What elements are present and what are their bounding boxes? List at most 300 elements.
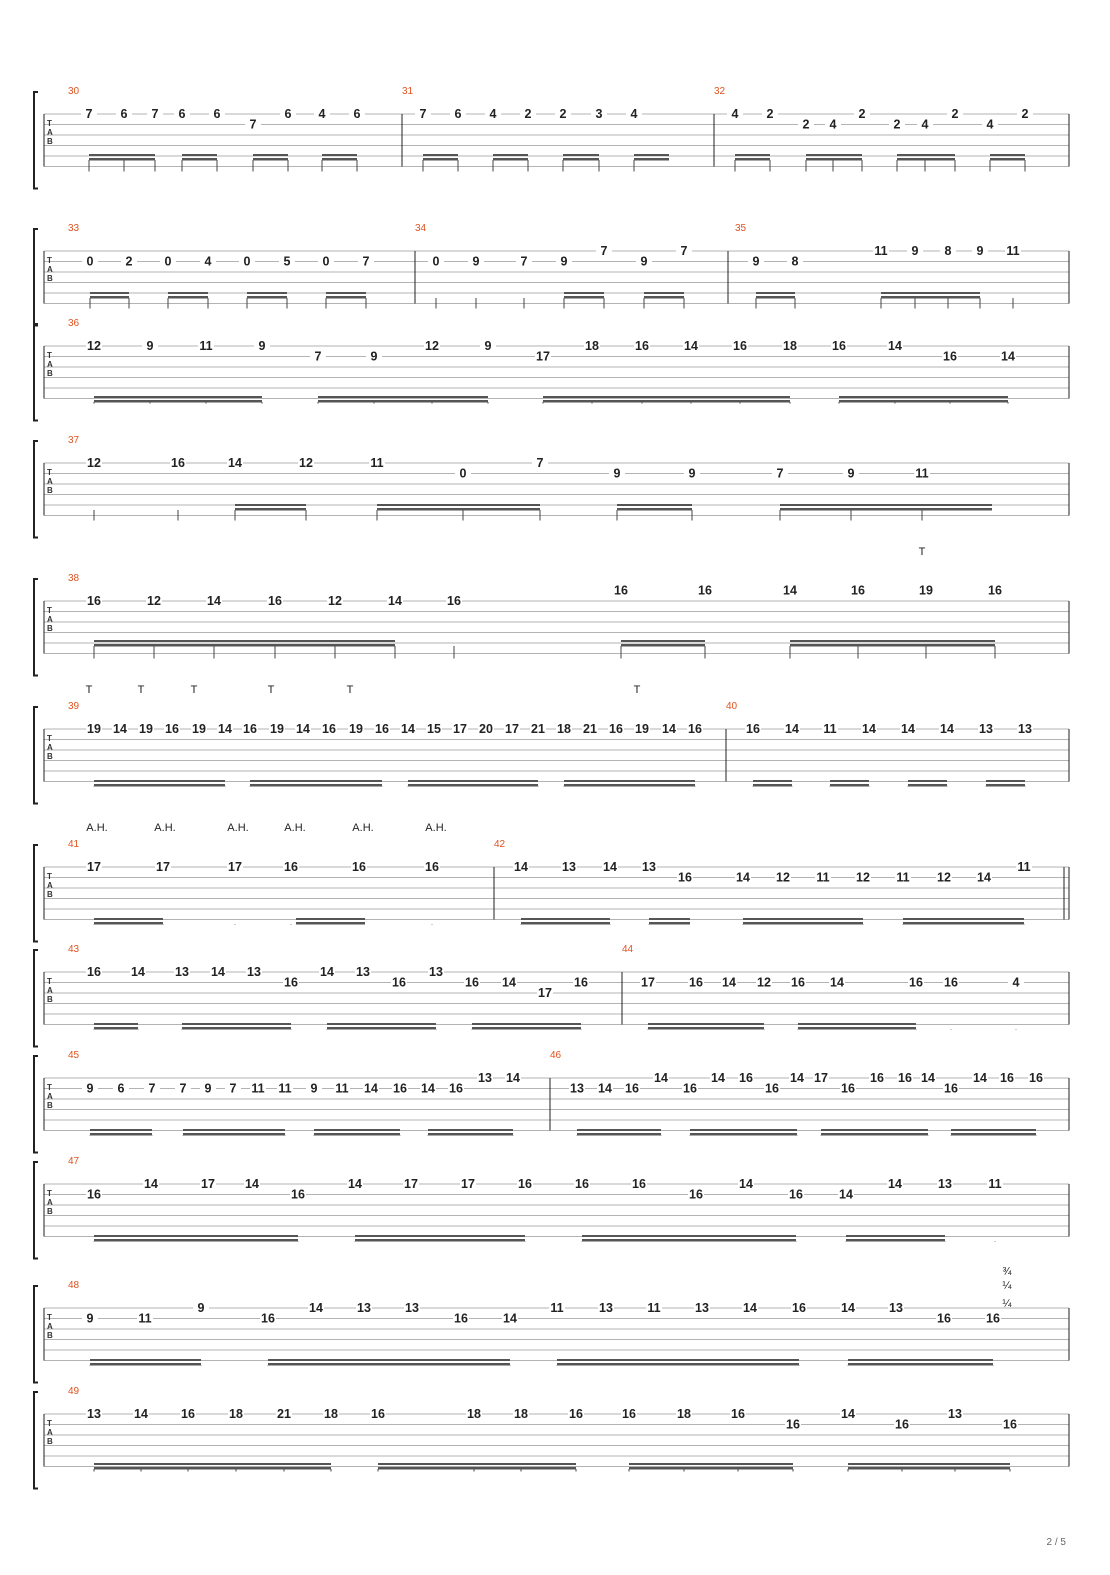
note-beam [848,1463,1010,1465]
fret-number: 7 [179,1081,187,1096]
fret-number: 19 [919,583,933,598]
note-beam [990,154,1025,156]
fret-number: 16 [87,1187,101,1202]
fret-number: 6 [178,107,186,121]
fret-number: 16 [683,1081,697,1096]
fret-number: 4 [921,117,929,132]
fret-number: 13 [1018,722,1032,736]
measure-number: 45 [68,1050,80,1061]
fret-number: 13 [599,1301,613,1315]
note-beam [881,292,980,294]
fret-number: 16 [165,722,179,736]
note-beam [90,1363,201,1366]
fret-number: 19 [139,722,153,736]
measure-number: 39 [68,701,80,712]
fret-number: 9 [370,349,378,364]
fret-number: 14 [722,975,736,990]
fret-number: 16 [689,975,703,990]
fret-number: 16 [944,1081,958,1096]
fret-number: 11 [138,1311,152,1326]
fret-number: 16 [465,975,479,990]
tab-clef-letter: B [47,137,53,146]
fret-number: 16 [243,722,257,736]
measure-number: 43 [68,944,80,955]
fret-number: 14 [401,722,415,736]
measure-number: 47 [68,1156,80,1167]
note-beam [897,154,955,156]
note-beam [182,158,217,161]
note-beam [798,1027,916,1030]
fret-number: 16 [937,1311,951,1326]
fret-number: 17 [453,722,467,736]
fret-number: 2 [1021,107,1029,121]
fret-number: 16 [625,1081,639,1096]
fret-number: 16 [268,594,282,608]
fret-number: 17 [538,986,552,1000]
system-bracket [34,707,38,804]
note-beam [649,918,690,920]
fret-number: 21 [277,1407,291,1421]
note-beam [753,784,792,787]
fret-number: 4 [489,107,497,121]
fret-number: 14 [739,1177,753,1191]
fret-number: 7 [776,466,784,481]
tab-staff [34,223,1069,326]
note-beam [790,640,995,642]
note-beam [182,1023,291,1025]
tab-clef-letter: B [47,1101,53,1110]
note-beam [183,1133,285,1136]
note-beam [986,780,1025,782]
fret-number: 18 [467,1407,481,1421]
fret-number: 2 [524,107,532,121]
fret-number: 14 [502,975,516,990]
note-beam [94,1467,331,1470]
fret-number: 9 [310,1081,318,1096]
note-beam [355,1235,525,1237]
fret-number: 9 [976,244,984,258]
technique-annotation: ¼ [1002,1298,1012,1310]
note-beam [806,158,862,161]
fret-number: 14 [603,860,617,874]
tab-clef-letter: B [47,486,53,495]
fret-number: 14 [711,1071,725,1085]
note-beam [326,296,366,299]
technique-annotation: A.H. [425,822,447,834]
fret-number: 16 [622,1407,636,1421]
fret-number: 14 [785,722,799,736]
fret-number: 13 [478,1071,492,1085]
note-beam [89,158,155,161]
note-beam [428,1133,513,1136]
fret-number: 14 [388,594,402,608]
fret-number: 7 [314,349,322,364]
note-beam [250,784,382,787]
note-beam [756,292,795,294]
note-beam [690,1129,797,1131]
fret-number: 16 [733,339,747,353]
fret-number: 16 [731,1407,745,1421]
note-beam [168,296,208,299]
note-beam [247,296,287,299]
fret-number: 11 [199,339,213,353]
fret-number: 4 [318,107,326,121]
note-beam [253,158,288,161]
fret-number: 12 [937,870,951,885]
note-beam [790,644,995,647]
tab-clef-letter: B [47,995,53,1004]
tab-staff [34,684,1069,804]
fret-number: 17 [156,860,170,874]
fret-number: 14 [841,1407,855,1421]
fret-number: 13 [247,965,261,979]
measure-number: 42 [494,839,506,850]
fret-number: 14 [830,975,844,990]
note-beam [743,922,863,925]
system-bracket [34,1286,38,1383]
fret-number: 16 [181,1407,195,1421]
fret-number: 9 [484,339,492,353]
note-beam [756,296,795,299]
fret-number: 16 [851,583,865,598]
fret-number: 17 [641,975,655,990]
fret-number: 14 [506,1071,520,1085]
measure-number: 35 [735,223,747,234]
fret-number: 7 [362,254,370,269]
fret-number: 19 [349,722,363,736]
fret-number: 14 [144,1177,158,1191]
tab-clef-letter: B [47,1437,53,1446]
note-beam [94,1235,298,1237]
note-beam [903,918,1024,920]
note-beam [735,158,770,161]
measure-number: 49 [68,1386,80,1397]
measure-number: 40 [726,701,738,712]
tab-staff [34,1266,1069,1383]
fret-number: 7 [249,117,257,132]
fret-number: 0 [243,254,251,269]
fret-number: 14 [901,722,915,736]
fret-number: 16 [986,1311,1000,1326]
tab-clef-letter: T [47,1083,52,1092]
measure-number: 46 [550,1050,562,1061]
fret-number: 16 [746,722,760,736]
fret-number: 6 [120,107,128,121]
technique-annotation: A.H. [227,822,249,834]
note-beam [821,1133,928,1136]
fret-number: 17 [461,1177,475,1191]
system-bracket [34,950,38,1047]
note-beam [848,1359,993,1361]
note-beam [182,1027,291,1030]
fret-number: 16 [393,1081,407,1096]
measure-number: 33 [68,223,80,234]
note-beam [94,1239,298,1242]
fret-number: 17 [87,860,101,874]
note-beam [268,1363,510,1366]
fret-number: 9 [86,1311,94,1326]
fret-number: 6 [213,107,221,121]
fret-number: 14 [211,965,225,979]
fret-number: 8 [791,254,799,269]
tab-clef-letter: B [47,274,53,283]
fret-number: 14 [320,965,334,979]
fret-number: 14 [839,1187,853,1202]
technique-annotation: T [190,684,198,696]
fret-number: 11 [1017,860,1031,874]
fret-number: 16 [988,583,1002,598]
note-beam [314,1129,400,1131]
note-beam [94,918,163,920]
tab-clef-letter: A [47,1428,53,1437]
note-beam [780,504,992,506]
note-beam [521,922,610,925]
note-beam [250,780,382,782]
note-beam [743,918,863,920]
system-bracket [34,441,38,538]
note-beam [408,784,538,787]
fret-number: 9 [640,254,648,269]
fret-number: 16 [632,1177,646,1191]
fret-number: 16 [698,583,712,598]
system-bracket [34,229,38,326]
fret-number: 11 [278,1081,292,1096]
note-beam [690,1133,797,1136]
note-beam [577,1133,661,1136]
note-beam [94,780,225,782]
fret-number: 14 [841,1301,855,1315]
fret-number: 16 [569,1407,583,1421]
fret-number: 9 [560,254,568,269]
technique-annotation: T [137,684,145,696]
note-beam [846,1239,945,1242]
fret-number: 11 [251,1081,265,1096]
fret-number: 16 [765,1081,779,1096]
fret-number: 11 [1006,244,1020,258]
tab-clef-letter: T [47,734,52,743]
note-beam [378,1467,576,1470]
note-beam [318,396,488,398]
fret-number: 0 [164,254,172,269]
note-beam [314,1133,400,1136]
note-beam [798,1023,916,1025]
note-beam [821,1129,928,1131]
fret-number: 6 [284,107,292,121]
fret-number: 11 [874,244,888,258]
note-beam [423,154,458,156]
note-beam [322,154,357,156]
technique-annotation: T [85,684,93,696]
note-beam [94,1023,138,1025]
tab-clef-letter: T [47,1419,52,1428]
fret-number: 18 [324,1407,338,1421]
fret-number: 7 [680,244,688,258]
fret-number: 14 [364,1081,378,1096]
fret-number: 14 [743,1301,757,1315]
fret-number: 16 [789,1187,803,1202]
fret-number: 12 [87,339,101,353]
fret-number: 16 [171,456,185,470]
fret-number: 13 [642,860,656,874]
fret-number: 16 [1000,1071,1014,1085]
note-beam [253,154,288,156]
note-beam [903,922,1024,925]
fret-number: 11 [647,1301,661,1315]
fret-number: 2 [802,117,810,132]
fret-number: 13 [948,1407,962,1421]
fret-number: 4 [1012,975,1020,990]
tab-clef-letter: A [47,477,53,486]
fret-number: 14 [921,1071,935,1085]
fret-number: 16 [870,1071,884,1085]
fret-number: 9 [752,254,760,269]
fret-number: 16 [87,965,101,979]
measure-number: 36 [68,318,80,329]
tab-clef-letter: T [47,872,52,881]
fret-number: 13 [570,1081,584,1096]
fret-number: 21 [531,722,545,736]
note-beam [327,1027,436,1030]
fret-number: 9 [146,339,154,353]
note-beam [168,292,208,294]
fret-number: 16 [909,975,923,990]
fret-number: 2 [125,254,133,269]
tab-clef-letter: A [47,881,53,890]
note-beam [634,154,669,156]
note-beam [355,1239,525,1242]
note-beam [318,400,488,403]
fret-number: 9 [613,466,621,481]
fret-number: 14 [888,1177,902,1191]
note-beam [378,1463,576,1465]
note-beam [564,780,695,782]
fret-number: 17 [404,1177,418,1191]
tab-clef-letter: A [47,986,53,995]
measure-number: 48 [68,1280,80,1291]
note-beam [621,644,705,647]
tab-clef-letter: A [47,265,53,274]
measure-number: 44 [622,944,634,955]
fret-number: 7 [600,244,608,258]
fret-number: 14 [1001,349,1015,364]
fret-number: 15 [427,722,441,736]
tab-staff [34,944,1069,1047]
technique-annotation: A.H. [284,822,306,834]
note-beam [563,158,599,161]
fret-number: 16 [449,1081,463,1096]
fret-number: 16 [791,975,805,990]
fret-number: 4 [986,117,994,132]
note-beam [563,154,599,156]
note-beam [830,780,869,782]
fret-number: 14 [245,1177,259,1191]
fret-number: 14 [131,965,145,979]
tab-clef-letter: T [47,977,52,986]
fret-number: 16 [1003,1417,1017,1432]
fret-number: 18 [514,1407,528,1421]
fret-number: 14 [598,1081,612,1096]
fret-number: 14 [514,860,528,874]
fret-number: 13 [979,722,993,736]
note-beam [780,508,992,511]
fret-number: 6 [454,107,462,121]
note-beam [846,1235,945,1237]
note-beam [327,1023,436,1025]
note-beam [564,292,604,294]
tab-clef-letter: T [47,256,52,265]
note-beam [94,640,395,642]
fret-number: 12 [87,456,101,470]
fret-number: 14 [977,870,991,885]
note-beam [90,296,129,299]
tab-clef-letter: T [47,351,52,360]
technique-annotation: A.H. [352,822,374,834]
fret-number: 12 [856,870,870,885]
fret-number: 13 [889,1301,903,1315]
note-beam [582,1239,796,1242]
note-beam [296,918,365,920]
tab-staff [34,86,1069,189]
system-bracket [34,324,38,421]
fret-number: 13 [405,1301,419,1315]
fret-number: 14 [736,870,750,885]
fret-number: 16 [943,349,957,364]
note-beam [582,1235,796,1237]
fret-number: 18 [229,1407,243,1421]
fret-number: 16 [261,1311,275,1326]
fret-number: 2 [951,107,959,121]
note-beam [90,292,129,294]
tab-clef-letter: A [47,1092,53,1101]
fret-number: 18 [557,722,571,736]
tab-clef-letter: A [47,1322,53,1331]
note-beam [94,396,262,398]
fret-number: 16 [841,1081,855,1096]
note-beam [839,400,1008,403]
fret-number: 20 [479,722,493,736]
tab-clef-letter: A [47,1198,53,1207]
technique-annotation: A.H. [154,822,176,834]
fret-number: 16 [689,1187,703,1202]
tab-staff [34,318,1069,421]
fret-number: 12 [757,975,771,990]
tab-staff [34,822,1069,942]
note-beam [183,1129,285,1131]
note-beam [649,922,690,925]
note-beam [521,918,610,920]
fret-number: 2 [766,107,774,121]
note-beam [89,154,155,156]
note-beam [493,158,528,161]
fret-number: 21 [583,722,597,736]
note-beam [472,1023,581,1025]
note-beam [629,1467,793,1470]
fret-number: 13 [938,1177,952,1191]
fret-number: 11 [335,1081,349,1096]
system-bracket [34,1392,38,1489]
fret-number: 18 [677,1407,691,1421]
fret-number: 11 [370,456,384,470]
fret-number: 14 [783,583,797,598]
note-beam [629,1463,793,1465]
technique-annotation: T [918,546,926,558]
tab-clef-letter: T [47,1189,52,1198]
fret-number: 14 [973,1071,987,1085]
technique-annotation: T [267,684,275,696]
fret-number: 14 [421,1081,435,1096]
fret-number: 16 [284,860,298,874]
system-bracket [34,579,38,676]
